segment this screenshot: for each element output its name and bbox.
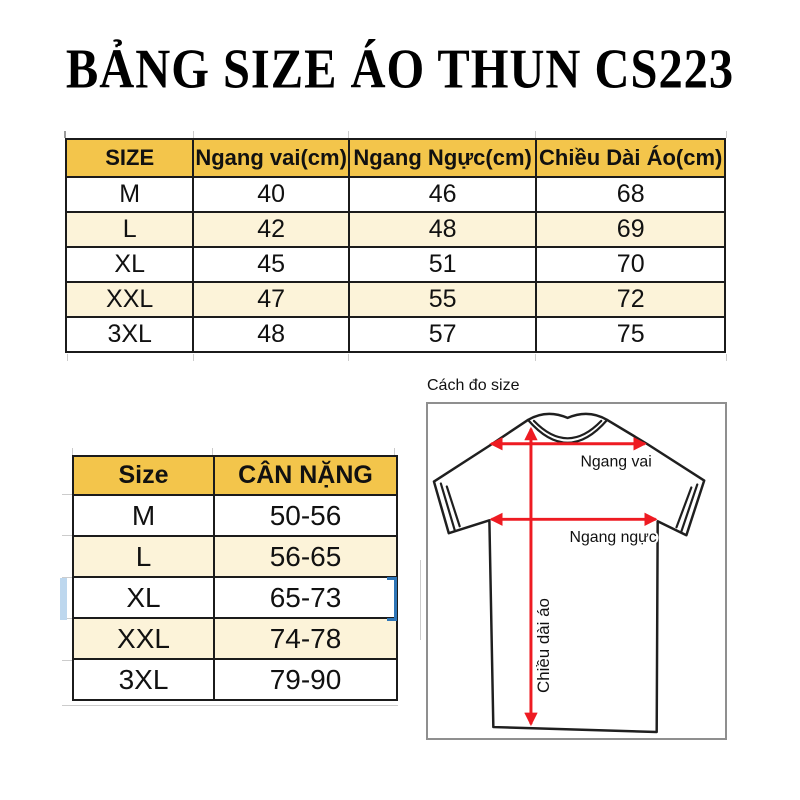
table-row — [66, 212, 725, 247]
header-cell-weight: CÂN NẶNG — [214, 456, 397, 495]
tshirt-diagram — [426, 402, 727, 740]
header-cell-size: Size — [73, 456, 214, 495]
gridline-stub — [212, 448, 213, 455]
gridline-stub — [62, 705, 398, 706]
selection-border — [394, 577, 397, 621]
gridline-stub — [72, 448, 73, 455]
gridline-stub — [67, 354, 68, 361]
gridline-stub — [726, 354, 727, 361]
page-title: BẢNG SIZE ÁO THUN CS223 — [65, 37, 735, 100]
length-label: Chiều dài áo — [533, 598, 553, 693]
table-row-xl-selected — [73, 577, 397, 618]
table-cell: L — [73, 536, 214, 577]
table-cell: XXL — [66, 282, 193, 317]
gridline-stub — [193, 131, 194, 138]
tshirt-outline — [434, 414, 704, 732]
weight-table — [72, 455, 398, 701]
gridline-stub — [193, 354, 194, 361]
selection-border-tip — [387, 618, 397, 621]
measure-caption: Cách đo size — [427, 377, 520, 394]
selection-row-highlight — [60, 578, 67, 620]
gridline-stub — [348, 354, 349, 361]
gridline-stub — [62, 535, 72, 536]
gridline-stub — [535, 131, 536, 138]
header-cell-chest: Ngang Ngực(cm) — [349, 139, 537, 177]
table-row — [73, 536, 397, 577]
table-cell: M — [66, 177, 193, 212]
table-cell: 55 — [349, 282, 537, 317]
gridline-stub — [62, 660, 72, 661]
size-measurement-table — [65, 138, 726, 353]
table-cell: 48 — [193, 317, 348, 352]
table-cell: XL — [73, 577, 214, 618]
table-row — [66, 177, 725, 212]
table-row — [73, 618, 397, 659]
gridline-stub — [62, 494, 72, 495]
table-cell: 45 — [193, 247, 348, 282]
table-cell: 69 — [536, 212, 725, 247]
gridline-stub — [726, 131, 727, 138]
table-cell: 50-56 — [214, 495, 397, 536]
table-cell: XXL — [73, 618, 214, 659]
table-row — [66, 247, 725, 282]
gridline-stub — [420, 560, 421, 640]
table-cell: 46 — [349, 177, 537, 212]
table-cell: XL — [66, 247, 193, 282]
table-cell: M — [73, 495, 214, 536]
table-cell: 42 — [193, 212, 348, 247]
table-cell: 51 — [349, 247, 537, 282]
table-cell: 57 — [349, 317, 537, 352]
table-cell: 65-73 — [214, 577, 397, 618]
shoulder-label: Ngang vai — [580, 453, 652, 471]
table-cell: 3XL — [66, 317, 193, 352]
table-row — [66, 317, 725, 352]
header-cell-size: SIZE — [66, 139, 193, 177]
table-row — [66, 282, 725, 317]
gridline-stub — [64, 131, 66, 138]
table-cell: 3XL — [73, 659, 214, 700]
table-cell: 75 — [536, 317, 725, 352]
size-table-header-row — [66, 139, 725, 177]
selection-border-tip — [387, 577, 397, 580]
table-cell: 70 — [536, 247, 725, 282]
gridline-stub — [348, 131, 349, 138]
header-cell-length: Chiều Dài Áo(cm) — [536, 139, 725, 177]
gridline-stub — [535, 354, 536, 361]
table-cell: 40 — [193, 177, 348, 212]
table-cell: 72 — [536, 282, 725, 317]
table-row — [73, 495, 397, 536]
table-cell: 56-65 — [214, 536, 397, 577]
table-cell: 47 — [193, 282, 348, 317]
weight-table-header-row — [73, 456, 397, 495]
gridline-stub — [394, 448, 395, 455]
table-cell: 79-90 — [214, 659, 397, 700]
table-cell: 68 — [536, 177, 725, 212]
table-cell: 48 — [349, 212, 537, 247]
chest-label: Ngang ngực — [569, 529, 657, 547]
header-cell-shoulder: Ngang vai(cm) — [193, 139, 348, 177]
table-cell: L — [66, 212, 193, 247]
tshirt-svg — [428, 404, 725, 738]
table-row — [73, 659, 397, 700]
table-cell: 74-78 — [214, 618, 397, 659]
